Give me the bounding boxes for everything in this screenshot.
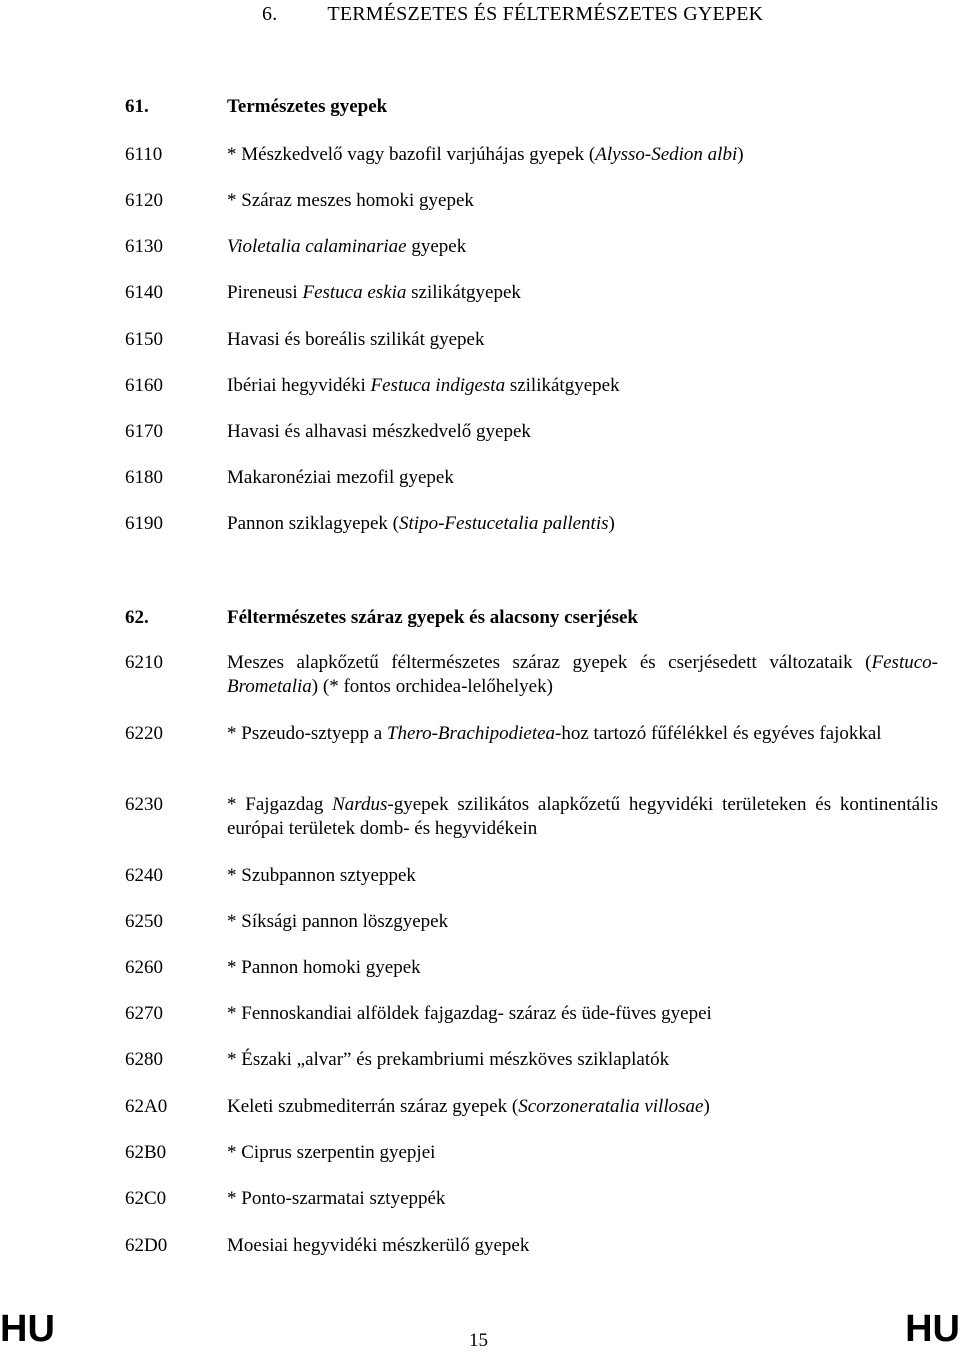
habitat-row — [125, 235, 938, 259]
habitat-code: 6130 — [125, 236, 163, 257]
habitat-row — [125, 1234, 938, 1258]
habitat-text: Pannon sziklagyepek ( — [227, 513, 400, 534]
latin-name: Festuca eskia — [302, 282, 407, 303]
habitat-name — [227, 910, 938, 934]
habitat-row — [125, 1048, 938, 1072]
latin-name: Nardus — [332, 794, 388, 815]
habitat-code: 6120 — [125, 190, 163, 211]
habitat-code: 6270 — [125, 1003, 163, 1024]
habitat-name — [227, 235, 938, 259]
habitat-text: * Síksági pannon löszgyepek — [227, 911, 449, 932]
habitat-text: * Fennoskandiai alföldek fajgazdag- száraz és üde-füves gyepei — [227, 1003, 712, 1024]
habitat-text: * Mészkedvelő vagy bazofil varjúhájas gyepek ( — [227, 144, 596, 165]
habitat-code: 6170 — [125, 421, 163, 442]
habitat-row — [125, 143, 938, 167]
habitat-name — [227, 722, 938, 746]
habitat-code: 6240 — [125, 865, 163, 886]
habitat-code: 62C0 — [125, 1188, 167, 1209]
habitat-row — [125, 512, 938, 536]
habitat-row — [125, 1141, 938, 1165]
habitat-code: 6180 — [125, 467, 163, 488]
habitat-row — [125, 420, 938, 444]
habitat-code: 6150 — [125, 329, 163, 350]
habitat-row — [125, 466, 938, 490]
habitat-text: Ibériai hegyvidéki — [227, 375, 371, 396]
habitat-name — [227, 328, 938, 352]
habitat-row — [125, 722, 938, 746]
latin-name: Violetalia calaminariae — [227, 236, 407, 257]
habitat-name — [227, 189, 938, 213]
habitat-code: 6190 — [125, 513, 163, 534]
habitat-text: * Északi „alvar” és prekambriumi mészköves sziklaplatók — [227, 1049, 670, 1070]
habitat-text: Makaronéziai mezofil gyepek — [227, 467, 454, 488]
habitat-text: szilikátgyepek — [406, 282, 521, 303]
section-title: Természetes gyepek — [227, 96, 388, 117]
habitat-name — [227, 1141, 938, 1165]
habitat-row — [125, 793, 938, 841]
habitat-name — [227, 956, 938, 980]
latin-name: Stipo-Festucetalia pallentis — [399, 513, 609, 534]
habitat-name — [227, 281, 938, 305]
footer-country-left: HU — [0, 1308, 55, 1350]
section-number: 62. — [125, 607, 149, 628]
latin-name: Festuco-Brometalia — [227, 652, 938, 697]
habitat-text: * Pszeudo-sztyepp a — [227, 723, 387, 744]
habitat-text: Havasi és alhavasi mészkedvelő gyepek — [227, 421, 531, 442]
habitat-text: * Pannon homoki gyepek — [227, 957, 421, 978]
habitat-row — [125, 189, 938, 213]
habitat-text: gyepek — [406, 236, 467, 257]
latin-name: Festuca indigesta — [370, 375, 506, 396]
habitat-code: 6220 — [125, 723, 163, 744]
habitat-row — [125, 1002, 938, 1026]
chapter-heading — [262, 3, 763, 26]
habitat-text: Havasi és boreális szilikát gyepek — [227, 329, 485, 350]
habitat-row — [125, 1187, 938, 1211]
habitat-text: ) — [737, 144, 744, 165]
habitat-code: 6230 — [125, 794, 163, 815]
habitat-text: Moesiai hegyvidéki mészkerülő gyepek — [227, 1235, 530, 1256]
footer-country-right: HU — [905, 1308, 960, 1350]
habitat-code: 62A0 — [125, 1096, 168, 1117]
habitat-name — [227, 1234, 938, 1258]
habitat-text: -gyepek szilikátos alapkőzetű hegyvidéki területeken és kontinentális európai területek domb- és hegyvidékein — [227, 794, 938, 839]
habitat-text: ) — [608, 513, 615, 534]
page-number: 15 — [469, 1330, 488, 1351]
habitat-name — [227, 374, 938, 398]
habitat-text: * Fajgazdag — [227, 794, 333, 815]
habitat-text: * Ponto-szarmatai sztyeppék — [227, 1188, 446, 1209]
habitat-name — [227, 512, 938, 536]
habitat-name — [227, 1095, 938, 1119]
habitat-text: Keleti szubmediterrán száraz gyepek ( — [227, 1096, 519, 1117]
habitat-row — [125, 1095, 938, 1119]
section-heading — [125, 606, 938, 630]
habitat-code: 6140 — [125, 282, 163, 303]
habitat-row — [125, 281, 938, 305]
habitat-name — [227, 1187, 938, 1211]
habitat-text: Pireneusi — [227, 282, 303, 303]
habitat-text: -hoz tartozó fűfélékkel és egyéves fajokkal — [555, 723, 882, 744]
section-title: Féltermészetes száraz gyepek és alacsony cserjések — [227, 607, 638, 628]
chapter-number: 6. — [262, 3, 278, 25]
habitat-name — [227, 143, 938, 167]
habitat-row — [125, 651, 938, 699]
habitat-code: 6110 — [125, 144, 163, 165]
habitat-row — [125, 328, 938, 352]
habitat-text: ) (* fontos orchidea-lelőhelyek) — [311, 676, 553, 697]
habitat-text: * Száraz meszes homoki gyepek — [227, 190, 474, 211]
habitat-name — [227, 651, 938, 699]
latin-name: Thero-Brachipodietea — [386, 723, 556, 744]
habitat-text: Meszes alapkőzetű féltermészetes száraz gyepek és cserjésedett változataik ( — [227, 652, 872, 673]
latin-name: Alysso-Sedion albi — [595, 144, 738, 165]
chapter-title: TERMÉSZETES ÉS FÉLTERMÉSZETES GYEPEK — [327, 3, 764, 25]
habitat-name — [227, 864, 938, 888]
habitat-name — [227, 793, 938, 841]
habitat-text: * Szubpannon sztyeppek — [227, 865, 416, 886]
section-number: 61. — [125, 96, 149, 117]
habitat-code: 6280 — [125, 1049, 163, 1070]
habitat-name — [227, 420, 938, 444]
section-heading — [125, 95, 938, 119]
habitat-code: 6260 — [125, 957, 163, 978]
habitat-name — [227, 1048, 938, 1072]
habitat-code: 62D0 — [125, 1235, 168, 1256]
habitat-code: 6210 — [125, 652, 163, 673]
habitat-text: * Ciprus szerpentin gyepjei — [227, 1142, 436, 1163]
habitat-row — [125, 956, 938, 980]
habitat-row — [125, 910, 938, 934]
habitat-text: szilikátgyepek — [505, 375, 620, 396]
habitat-code: 6160 — [125, 375, 163, 396]
habitat-code: 6250 — [125, 911, 163, 932]
habitat-row — [125, 864, 938, 888]
habitat-text: ) — [703, 1096, 710, 1117]
habitat-code: 62B0 — [125, 1142, 167, 1163]
habitat-name — [227, 466, 938, 490]
latin-name: Scorzoneratalia villosae — [518, 1096, 704, 1117]
habitat-name — [227, 1002, 938, 1026]
habitat-row — [125, 374, 938, 398]
